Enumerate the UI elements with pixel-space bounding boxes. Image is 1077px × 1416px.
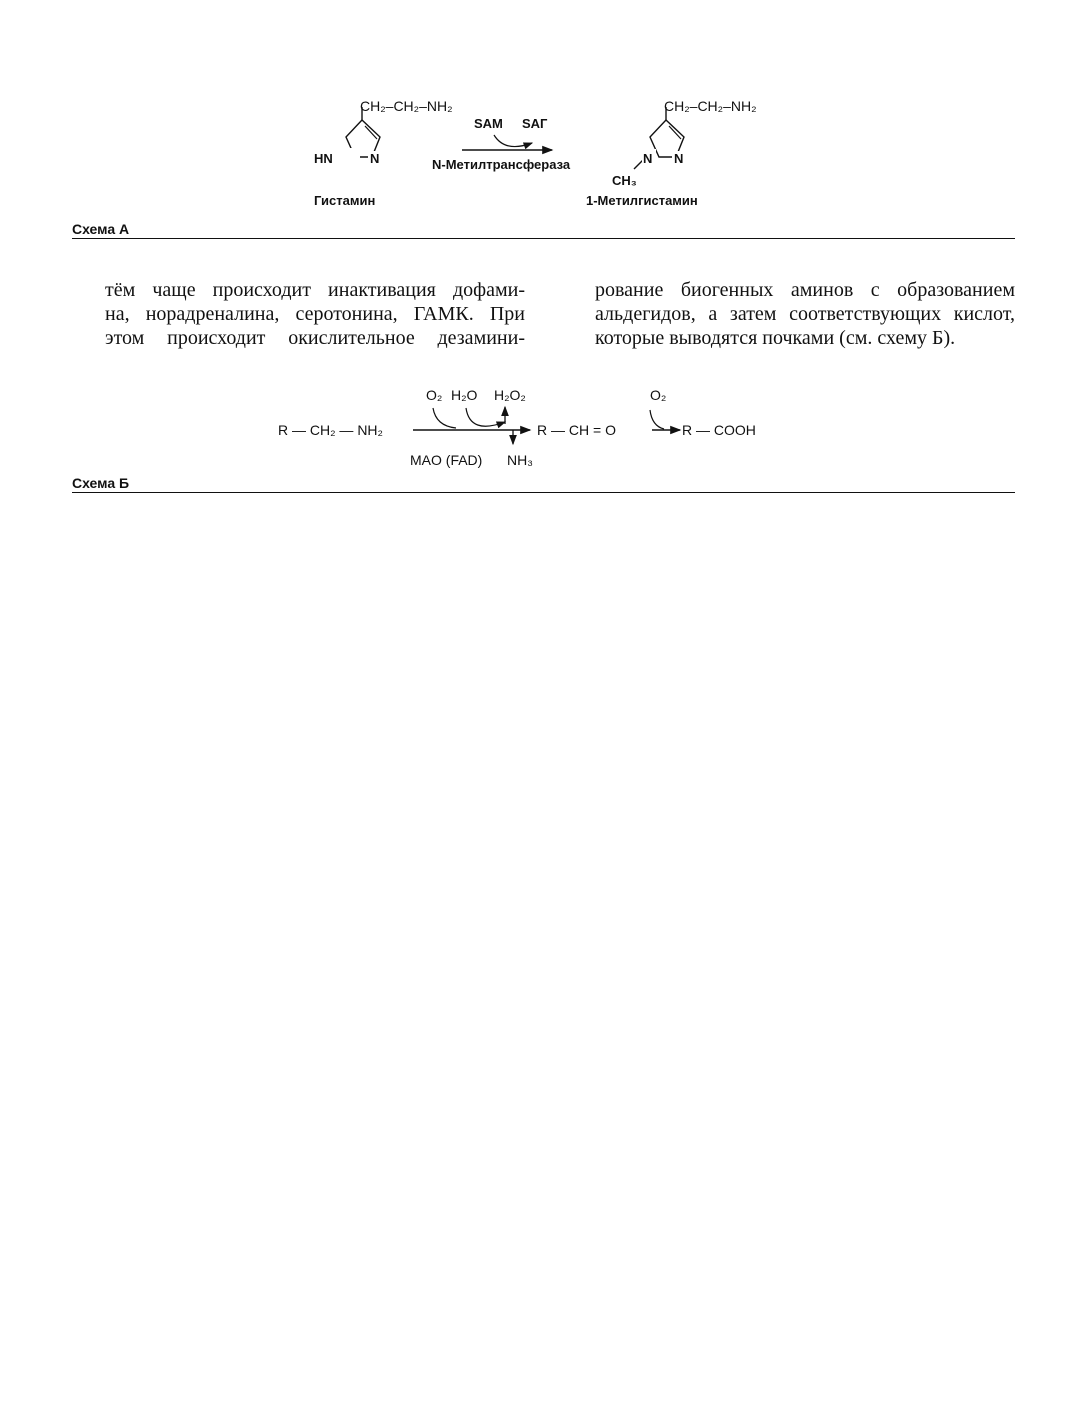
histamine-side-chain: CH₂–CH₂–NH₂ [360,98,453,114]
histamine-hn-label: HN [314,151,333,166]
scheme-a-diagram [0,95,1077,215]
text-line: рование биогенных аминов с образованием [595,279,1015,301]
text-line: этом происходит окислительное дезамини- [105,327,525,349]
methylation-arrow [432,116,571,172]
sam-label: SAM [474,116,503,131]
sag-label: SAГ [522,116,548,131]
scheme-b-caption: Схема Б [72,475,130,491]
text-column-right [595,278,1015,350]
amine-formula: R — CH₂ — NH₂ [278,422,383,438]
scheme-a-rule [72,238,1015,239]
text-line: тём чаще происходит инактивация дофами- [105,279,525,301]
oxidative-deamination-arrow [410,387,533,468]
h2o-label: H₂O [451,387,478,403]
n-methyltransferase-label: N-Метилтрансфераза [432,157,571,172]
o2-second-label: O₂ [650,387,667,403]
methyl-label: CH₃ [612,173,637,188]
methylhistamine-side-chain: CH₂–CH₂–NH₂ [664,98,757,114]
aldehyde-formula: R — CH = O [537,422,616,438]
text-column-left [105,278,525,350]
nh3-label: NH₃ [507,452,533,468]
scheme-a-caption: Схема А [72,221,130,237]
acid-formula: R — COOH [682,422,756,438]
methylhistamine-structure [586,98,757,208]
histamine-name: Гистамин [314,193,376,208]
scheme-b-rule [72,492,1015,493]
histamine-n-label: N [370,151,380,166]
o2-first-label: O₂ [426,387,443,403]
mao-fad-label: MAO (FAD) [410,452,483,468]
scheme-b-diagram [0,380,1077,480]
aldehyde-oxidation-arrow [650,387,680,430]
methylhistamine-n1-label: N [643,151,653,166]
text-line: на, норадреналина, серотонина, ГАМК. При [105,303,525,325]
h2o2-label: H₂O₂ [494,387,526,403]
methylhistamine-n2-label: N [674,151,684,166]
text-line: альдегидов, а затем соответствующих кислот, [595,303,1015,325]
histamine-structure [314,98,453,208]
text-line: которые выводятся почками (см. схему Б). [595,327,956,349]
methylhistamine-name: 1-Метилгистамин [586,193,698,208]
